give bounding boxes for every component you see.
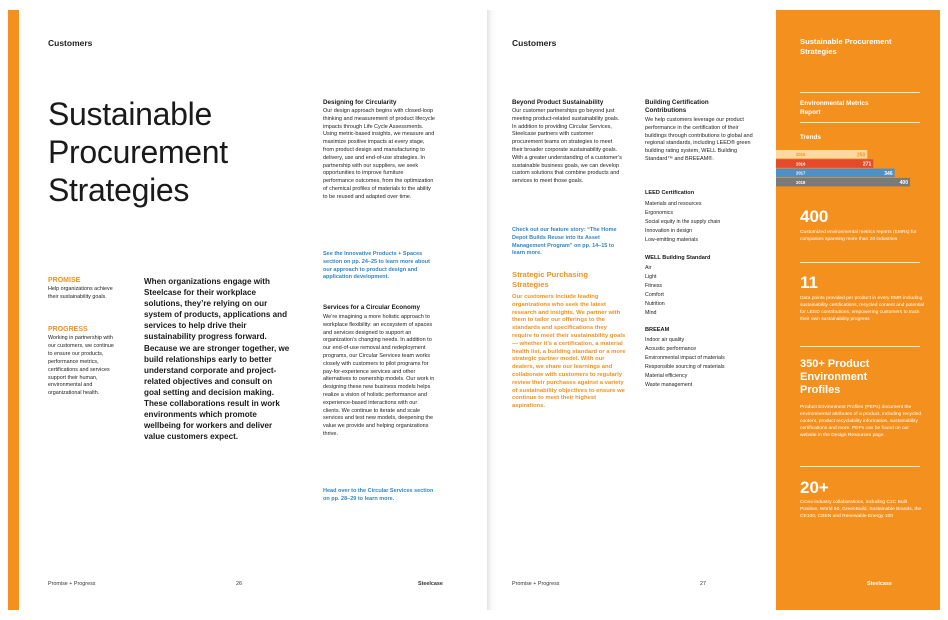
well-item: Comfort (645, 292, 664, 298)
leed-item: Low-emitting materials (645, 237, 698, 243)
trend-value-label: 271 (862, 161, 872, 168)
building-heading: Building Certification Contributions (645, 99, 709, 114)
leed-item: Social equity in the supply chain (645, 219, 721, 225)
left-page-header: Customers (48, 38, 93, 48)
stat-peps-value: 350+ Product Environment Profiles (800, 358, 870, 396)
trend-value-label: 346 (884, 170, 893, 177)
left-page-number: 26 (236, 581, 242, 587)
breeam-item: Acoustic performance (645, 346, 697, 352)
beyond-link[interactable]: Check out our feature story: “The Home Depot Builds Reuse into its Asset Management Program” on pp. 14–15 to learn more. (512, 227, 617, 257)
right-footer-label: Promise + Progress (512, 581, 560, 587)
breeam-item: Environmental impact of materials (645, 355, 725, 361)
well-item: Mind (645, 310, 657, 316)
economy-link[interactable]: Head over to the Circular Services section on pp. 28–29 to learn more. (323, 488, 434, 502)
sidebar-title: Sustainable Procurement Strategies (800, 37, 892, 57)
title-line-3: Strategies (48, 172, 190, 208)
trend-year-label: 2016 (796, 161, 806, 167)
well-item: Fitness (645, 283, 663, 289)
breeam-heading: BREEAM (645, 327, 670, 333)
stat-peps-text: Product Environment Profiles (PEPs) document the environmental attributes of a product, including recycled content, product recyclability information, sustainability certifications and more. PEPs can be found on our website in the Design Resources page. (800, 405, 921, 438)
intro-paragraph: When organizations engage with Steelcase for their workplace solutions, they’re relying on our system of products, applications and services to help drive their sustainability progress forward. Because we are stronger together, we build relationships early to better understand corporate and project-related objectives and consult on goal setting and decision making. These collaborations result in work environments which promote wellbeing for workers and deliver value customers expect. (144, 277, 290, 442)
left-footer-brand: Steelcase (418, 581, 443, 587)
progress-label: PROGRESS (48, 326, 88, 333)
beyond-heading: Beyond Product Sustainability (512, 99, 604, 106)
building-text: We help customers leverage our product performance in the certification of their buildings through contributions to global and regional standards, including LEED® green building rating system, WELL Building Standard™ and BREEAM®. (645, 117, 753, 162)
sidebar-rule (800, 262, 920, 263)
title-line-1: Sustainable (48, 96, 212, 132)
leed-item: Ergonomics (645, 210, 673, 216)
circularity-text: Our design approach begins with closed-loop thinking and measurement of product lifecycle impacts through Life Cycle Assessments. Using metric-based insights, we measure and maximize positive impacts at every stage, from product design and manufacturing to delivery, use and end-of-use strategies. In partnership with our suppliers, we seek opportunities to improve furniture performance outcomes, from the optimization of chemical profiles of materials to the ability to be reused and adapted over time. (323, 108, 435, 200)
trend-year-label: 2017 (796, 170, 806, 176)
breeam-item: Indoor air quality (645, 337, 685, 343)
economy-heading: Services for a Circular Economy (323, 304, 420, 311)
left-footer-label: Promise + Progress (48, 581, 96, 587)
sidebar-rule (800, 466, 920, 467)
trend-value-label: 400 (899, 180, 908, 187)
strategic-text: Our customers include leading organizations who seek the latest research and insights. We partner with them to tailor our offerings to the standards and specifications they require to meet their sustainability goals — whether it’s a certification, a material health list, a building standard or a more strategic partner model. With our dealers, we share our learnings and collaborate with customers to regularly review their purchases against a variety of sustainability objectives to ensure we continue to meet their highest aspirations. (512, 294, 626, 410)
progress-text: Working in partnership with our customers, we continue to ensure our products, performance metrics, certifications and services support their human, environmental and organizational health. (48, 335, 114, 397)
trend-year-label: 2018 (796, 180, 806, 185)
page-title (48, 95, 228, 209)
stat-11-value: 11 (800, 273, 818, 292)
beyond-text: Our customer partnerships go beyond just meeting product-related sustainability goals. In addition to providing Circular Services, Steelcase partners with customer procurement teams on strategies to meet their broader corporate sustainability goals. With a greater understanding of a customer’s sustainable business goals, we can develop custom solutions that combine products and services to meet those goals. (512, 108, 622, 185)
promise-text: Help organizations achieve their sustainability goals. (48, 286, 113, 300)
sidebar-rule (800, 122, 920, 123)
stat-400-text: Customized environmental metrics reports (EMRs) for companies spanning more than 20 industries (800, 230, 917, 242)
promise-label: PROMISE (48, 277, 81, 284)
trend-bar-2015 (776, 150, 867, 159)
stat-20-text: Cross-industry collaborations, including C2C Built Positive, World 50, GreenBuild, Sustainable Brands, the CE100, CBEN and Renewable Energy 100 (800, 500, 922, 519)
right-page-header: Customers (512, 38, 557, 48)
well-item: Air (645, 265, 652, 271)
leed-heading: LEED Certification (645, 190, 695, 196)
stat-400-value: 400 (800, 207, 829, 226)
trend-value-label: 250 (856, 152, 866, 159)
breeam-item: Responsible sourcing of materials (645, 364, 725, 370)
sidebar-subtitle: Environmental Metrics Report (800, 100, 869, 116)
trend-year-label: 2015 (796, 152, 806, 158)
stat-20-value: 20+ (800, 478, 829, 497)
trend-bar-2016 (776, 159, 873, 168)
leed-item: Innovation in design (645, 228, 693, 234)
left-orange-bar (8, 10, 19, 610)
title-line-2: Procurement (48, 134, 228, 170)
sidebar-footer-brand: Steelcase (867, 581, 892, 587)
well-item: Nutrition (645, 301, 665, 307)
trends-label: Trends (800, 134, 821, 141)
trends-chart (776, 148, 940, 204)
spine-shadow (487, 10, 497, 610)
breeam-item: Material efficiency (645, 373, 688, 379)
economy-text: We’re imagining a more holistic approach to workplace flexibility: an ecosystem of spaces and services designed to support an organization’s changing needs. In addition to our end-of-use removal and redeployment programs, our Circular Services team works closely with customers to pilot programs for pay-for-experience services and other alternatives to ownership models. Our work in designing these new business models helps realize a vision of holistic performance and experience-based interactions with our clients. We continue to iterate and scale services and test new models, deepening the value we provide and helping organizations thrive. (323, 314, 435, 437)
breeam-item: Waste management (645, 382, 693, 388)
circularity-heading: Designing for Circularity (323, 99, 397, 106)
strategic-heading: Strategic Purchasing Strategies (512, 270, 588, 290)
circularity-link[interactable]: See the Innovative Products + Spaces section on pp. 24–25 to learn more about our approach to product design and application development. (323, 251, 430, 281)
well-heading: WELL Building Standard (645, 255, 711, 261)
sidebar-rule (800, 92, 920, 93)
stat-11-text: Data points provided per product in every EMR including sustainability certifications, recycled content and potential for LEED contributions, empowering customers to track their own sustainability progress (800, 296, 925, 322)
right-page-number: 27 (700, 581, 706, 587)
well-item: Light (645, 274, 657, 280)
trend-bar-2017 (776, 169, 895, 178)
leed-item: Materials and resources (645, 201, 702, 207)
sidebar-rule (800, 346, 920, 347)
